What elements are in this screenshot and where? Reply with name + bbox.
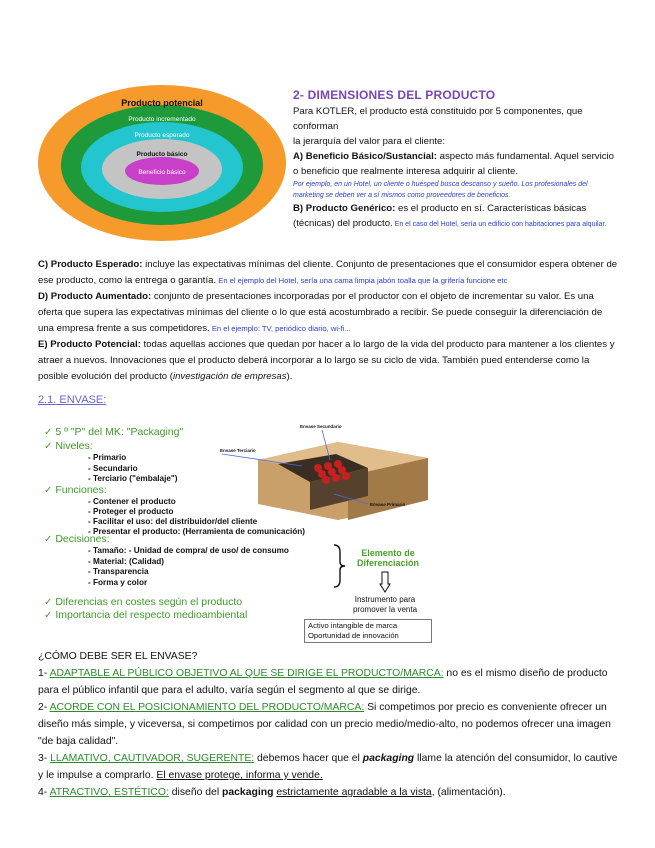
item-2 [38, 699, 620, 750]
item-4-text-1: diseño del [168, 787, 223, 798]
label-potencial: Producto potencial [121, 98, 203, 108]
item-1-label: ADAPTABLE AL PÚBLICO OBJETIVO AL QUE SE DIRIGE EL PRODUCTO/MARCA: [49, 668, 444, 679]
item-2-label: ACORDE CON EL POSICIONAMIENTO DEL PRODUCTO/MARCA: [49, 702, 365, 713]
item-3-label: LLAMATIVO, CAUTIVADOR, SUGERENTE: [50, 753, 255, 764]
label-envase-terciario: Envase Terciario [220, 448, 256, 453]
item-3-bold: packaging [362, 753, 415, 764]
item-3-underline: El envase protege, informa y vende. [156, 770, 323, 781]
label-envase-secundario: Envase Secundario [300, 424, 342, 429]
decisiones-row [44, 533, 110, 545]
niveles-item: - Terciario ("embalaje") [88, 474, 178, 483]
item-4-num: 4- [38, 787, 50, 798]
c-label: C) Producto Esperado: [38, 259, 143, 270]
check-icon: ✓ [44, 485, 53, 496]
item-2-text: Si competimos por precio es conveniente ofrecer un diseño más simple, y viceversa, si competimos por calidad con un precio medio/medio-alto, no podemos ofrecer una imagen "de baja calidad". [38, 702, 611, 747]
section2-full-column [38, 257, 618, 385]
d-label: D) Producto Aumentado: [38, 291, 152, 302]
activo-box [304, 619, 432, 643]
decisiones-item: - Tamaño: - Unidad de compra/ de uso/ de consumo [88, 546, 289, 555]
item-4-text-3: , (alimentación). [431, 787, 506, 798]
funciones-label: Funciones: [55, 484, 107, 496]
packaging-illustration [218, 420, 440, 522]
medioambiental-row [44, 609, 247, 621]
item-4 [38, 784, 620, 801]
decisiones-item: - Forma y color [88, 577, 148, 587]
a-label: A) Beneficio Básico/Sustancial: [293, 151, 437, 162]
como-question: ¿CÓMO DEBE SER EL ENVASE? [38, 651, 198, 662]
niveles-item: - Secundario [88, 463, 138, 473]
item-1-text: no es el mismo diseño de producto para el público infantil que para el adulto, varía según el segmento al que se dirige. [38, 668, 608, 696]
funciones-item: - Facilitar el uso: del distribuidor/del cliente [88, 517, 258, 526]
niveles-item: - Primario [88, 453, 127, 462]
decisiones-label: Decisiones: [55, 533, 110, 545]
brace-icon [332, 544, 346, 588]
funciones-item: - Proteger el producto [88, 507, 174, 516]
check-icon: ✓ [44, 597, 53, 608]
b-label: B) Producto Genérico: [293, 203, 396, 214]
b-text: es el producto en sí. Características básicas (técnicas) del producto. [293, 203, 587, 229]
c-example: En el ejemplo del Hotel, sería una cama limpia jabón toalla que la grifería funcione etc [216, 276, 508, 285]
label-incrementado: Producto incrementado [128, 116, 196, 123]
check-icon: ✓ [44, 534, 53, 545]
paragraph-e [38, 337, 618, 385]
intro-line-2: la jerarquía del valor para el cliente: [293, 136, 445, 147]
e-italic: investigación de empresas [172, 371, 287, 382]
decisiones-item: - Transparencia [88, 567, 149, 576]
paragraph-d [38, 289, 618, 337]
item-2-num: 2- [38, 702, 50, 713]
envase-heading[interactable]: 2.1. ENVASE: [38, 394, 107, 406]
item-3 [38, 750, 620, 784]
e-text: todas aquellas acciones que quedan por hacer a lo largo de la vida del producto para mantener a los clientes y atraer a nuevos. Innovaciones que el producto deberá incorporar a lo largo se su ciclo de vida. También pued entenderse como la posible evolución del producto ( [38, 339, 615, 382]
e-end: ). [286, 371, 293, 382]
c-text: incluye las expectativas mínimas del cliente. Conjunto de presentaciones que el consumidor espera obtener de ese producto, como la entrega o garantía. [38, 259, 618, 286]
label-esperado: Producto esperado [134, 132, 190, 139]
a-text: aspecto más fundamental. Aquel servicio o beneficio que realmente interesa adquirir al cliente. [293, 151, 615, 177]
a-example: Por ejemplo, en un Hotel, un cliente o huésped busca descanso y sueño. Los profesionales del marketing se deben ver a sí mismos como proveedores de beneficios. [293, 181, 588, 199]
box-line-2: Oportunidad de innovación [308, 631, 399, 640]
check-icon: ✓ [44, 427, 53, 438]
importancia: Importancia del respecto medioambiental [55, 609, 248, 621]
label-envase-primario: Envase Primario [370, 502, 406, 507]
decisiones-item: - Material: (Calidad) [88, 556, 164, 566]
product-levels-diagram [36, 83, 288, 243]
item-3-text-1: debemos hacer que el [254, 753, 363, 764]
item-1 [38, 665, 620, 699]
section-title: 2- DIMENSIONES DEL PRODUCTO [293, 88, 496, 102]
d-text: conjunto de presentaciones incorporadas por el productor con el objeto de incrementar su valor. Es una oferta que supera las expectativas mínimas del cliente o lo que está acostumbrado a recibir. Se puede conseguir la diferenciación de una empresa frente a sus competidores. [38, 291, 603, 334]
box-line-1: Activo intangible de marca [308, 621, 398, 630]
paragraph-c [38, 257, 618, 289]
check-icon: ✓ [44, 610, 53, 621]
instrumento-text: Instrumento para promover la venta [352, 595, 418, 614]
elemento-diferenciacion: Elemento de Diferenciación [356, 548, 420, 568]
niveles-row [44, 440, 93, 452]
paragraph-a [293, 149, 618, 179]
p-line: 5 º "P" del MK: "Packaging" [55, 426, 184, 438]
como-section [38, 648, 620, 801]
item-3-text-2: llame la atención del consumidor, lo cautive y le impulse a comprarlo. [38, 753, 618, 781]
paragraph-b [293, 201, 618, 232]
dif-costes: Diferencias en costes según el producto [55, 596, 243, 608]
check-icon: ✓ [44, 441, 53, 452]
costes-row [44, 596, 242, 608]
item-1-num: 1- [38, 668, 50, 679]
envase-slide [40, 420, 440, 645]
b-example: En el caso del Hotel, sería un edificio con habitaciones para alquilar. [392, 221, 607, 228]
p-line-row [44, 426, 183, 438]
item-4-bold: packaging [222, 787, 274, 798]
label-basico: Producto básico [136, 151, 188, 158]
funciones-item: - Contener el producto [88, 497, 176, 506]
item-3-num: 3- [38, 753, 51, 764]
niveles-label: Niveles: [55, 440, 93, 452]
intro-line-1: Para KOTLER, el producto está constituido por 5 componentes, que conforman [293, 106, 583, 132]
funciones-item: - Presentar el producto: (Herramienta de comunicación) [88, 527, 306, 536]
decisiones-list [88, 546, 289, 588]
section2-right-column [293, 104, 618, 232]
item-4-label: ATRACTIVO, ESTÉTICO: [49, 787, 169, 798]
funciones-row [44, 484, 107, 496]
niveles-list [88, 453, 178, 485]
label-beneficio: Beneficio básico [138, 169, 186, 176]
e-label: E) Producto Potencial: [38, 339, 141, 350]
arrow-down-icon [379, 571, 391, 593]
d-example: En el ejemplo: TV, periódico diario, wi-fi... [209, 324, 351, 333]
item-4-underline: estrictamente agradable a la vista [276, 787, 432, 798]
